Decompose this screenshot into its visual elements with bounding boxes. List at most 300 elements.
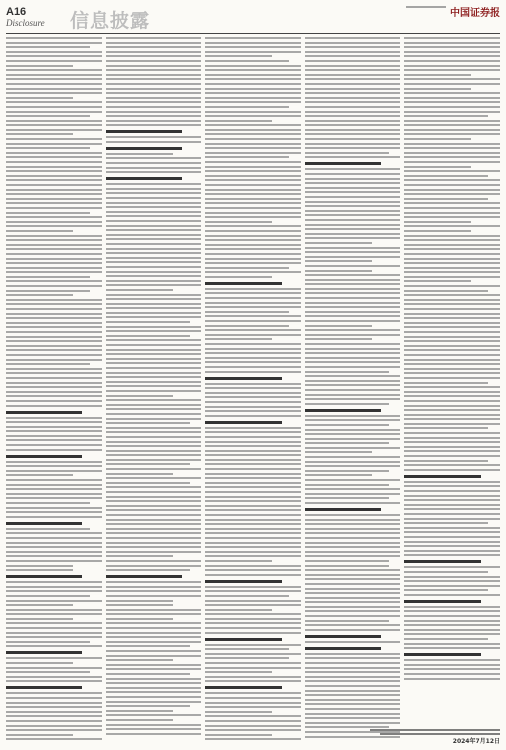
text-line [106,367,202,369]
text-line [106,581,202,583]
text-line [205,697,301,699]
text-line [404,322,500,324]
text-line [205,586,301,588]
text-line [404,235,500,237]
text-line [404,65,500,67]
text-line [404,391,500,393]
text-line [404,400,500,402]
text-line [305,283,401,285]
text-line [106,641,202,643]
text-line [404,464,500,466]
text-line [404,508,500,510]
text-line [404,446,500,448]
text-line [404,427,488,429]
text-line [305,389,401,391]
text-line [404,455,500,457]
text-line [205,662,301,664]
text-line [106,192,202,194]
text-line [6,349,102,351]
text-line [305,493,401,495]
text-line [404,299,500,301]
text-line [205,124,301,126]
text-line [6,439,102,441]
text-line [404,276,500,278]
text-line [205,680,301,682]
paragraph-end-line [6,97,73,99]
paragraph-end-line [6,294,73,296]
text-line [205,115,301,117]
text-line [305,210,401,212]
text-line [106,418,202,420]
text-line [205,258,301,260]
text-line [305,101,401,103]
paragraph-end-line [205,734,272,736]
text-line [106,167,202,169]
text-line [205,225,301,227]
text-line [205,78,301,80]
text-line [305,461,401,463]
text-line [6,221,102,223]
text-line [305,717,401,719]
text-line [6,262,102,264]
text-line [106,275,202,277]
text-line [305,667,401,669]
text-line [6,680,102,682]
text-line [404,120,500,122]
text-line [106,162,202,164]
text-line [404,248,500,250]
text-line [106,459,202,461]
text-line [6,193,102,195]
text-line [106,705,190,707]
text-line [404,37,500,39]
text-line [205,468,301,470]
text-line [106,668,202,670]
text-line [404,550,500,552]
text-line [205,523,301,525]
text-line [404,576,500,578]
text-line [404,97,500,99]
paragraph-end-line [305,474,372,476]
text-line [205,88,301,90]
text-line [205,441,301,443]
text-line [6,55,102,57]
text-line [305,233,401,235]
footer-company-line [370,729,500,731]
article-columns [6,37,500,743]
text-line [305,320,401,322]
text-line [106,528,202,530]
text-line [205,152,301,154]
text-line [404,594,500,596]
text-line [6,484,102,486]
text-line [205,288,301,290]
text-line [6,152,102,154]
text-line [106,65,202,67]
text-line [205,396,301,398]
paragraph-end-line [305,338,372,340]
text-line [6,465,102,467]
text-line [6,37,102,39]
text-line [6,175,102,177]
header-rule [6,33,500,34]
text-line [305,438,401,440]
paragraph-end-line [205,560,272,562]
text-line [106,88,202,90]
text-line [205,329,301,331]
text-line [404,545,500,547]
text-line [404,133,500,135]
text-line [205,37,301,39]
text-line [404,527,500,529]
text-line [106,519,202,521]
text-line [404,377,500,379]
text-line [205,51,301,53]
text-line [205,519,301,521]
text-line [6,692,102,694]
text-line [305,60,401,62]
text-line [205,676,301,678]
text-line [404,432,500,434]
text-line [205,459,301,461]
text-line [305,224,401,226]
text-line [305,465,401,467]
text-line [6,405,102,407]
paragraph-end-line [305,242,372,244]
text-line [205,653,301,655]
text-line [205,111,301,113]
paragraph-end-line [106,395,173,397]
text-line [205,83,301,85]
text-line [404,423,500,425]
text-line [106,362,202,364]
text-line [404,518,500,520]
text-line [404,624,500,626]
text-line [305,92,401,94]
text-line [6,511,102,513]
text-line [404,313,500,315]
text-line [305,629,401,631]
text-line [106,381,202,383]
text-line [305,111,401,113]
text-line [106,353,202,355]
text-line [305,424,389,426]
text-line [305,456,401,458]
text-line [404,395,500,397]
text-line [106,124,202,126]
text-line [106,422,190,424]
text-line [6,189,102,191]
text-line [205,69,301,71]
text-line [6,202,102,204]
text-line [6,711,102,713]
paragraph-end-line [305,270,372,272]
text-line [106,565,202,567]
text-line [6,421,102,423]
text-line [404,386,500,388]
text-line [106,266,202,268]
text-line [404,354,500,356]
text-line [305,138,401,140]
text-line [305,703,401,705]
section-heading-placeholder [106,130,182,133]
text-line [106,687,202,689]
paragraph-end-line [106,600,173,602]
paragraph-end-line [205,671,272,673]
text-line [6,600,102,602]
text-line [404,198,488,200]
paragraph-end-line [205,338,272,340]
text-line [205,692,301,694]
text-line [106,431,202,433]
paragraph-end-line [404,88,471,90]
text-line [106,514,202,516]
text-line [305,519,401,521]
text-line [404,124,500,126]
text-line [305,384,401,386]
text-line [305,69,401,71]
text-line [6,42,102,44]
text-line [305,334,401,336]
text-line [404,111,500,113]
text-line [6,216,102,218]
text-line [106,463,190,465]
text-line [106,280,202,282]
text-line [305,228,401,230]
paragraph-end-line [404,280,471,282]
text-line [106,691,202,693]
text-line [6,632,102,634]
text-line [404,481,500,483]
text-line [205,622,301,624]
text-line [106,595,202,597]
text-line [305,83,401,85]
text-line [106,157,202,159]
text-line [106,335,190,337]
text-line [106,326,202,328]
text-line [205,436,301,438]
text-line [305,168,401,170]
section-heading-placeholder [6,686,82,689]
text-line [106,97,202,99]
text-line [404,349,500,351]
text-line [205,715,301,717]
text-line [6,88,102,90]
text-line [305,641,401,643]
text-line [106,220,202,222]
text-line [205,306,301,308]
text-line [305,265,401,267]
text-line [404,83,500,85]
text-line [106,509,202,511]
text-line [106,261,202,263]
text-line [305,311,401,313]
text-line [404,504,500,506]
text-line [205,92,301,94]
text-line [106,183,202,185]
text-line [305,147,401,149]
text-line [106,682,202,684]
paragraph-end-line [106,153,173,155]
text-line [205,537,301,539]
text-line [205,505,301,507]
text-line [106,330,202,332]
text-line [6,586,102,588]
text-line [305,578,401,580]
text-line [106,436,202,438]
section-code: A16 [6,6,27,18]
text-line [305,398,401,400]
text-line [6,115,90,117]
text-line [205,618,301,620]
text-line [205,65,301,67]
text-line [205,738,301,740]
text-line [404,303,500,305]
text-line [305,178,401,180]
text-line [106,120,202,122]
section-heading-placeholder [305,409,381,412]
text-line [404,490,500,492]
text-line [305,722,401,724]
text-line [305,606,401,608]
text-line [305,292,401,294]
text-line [404,678,500,680]
paragraph-end-line [6,65,73,67]
text-line [106,215,202,217]
text-line [404,589,488,591]
text-line [305,196,401,198]
text-line [106,101,202,103]
text-line [6,46,90,48]
text-line [404,469,500,471]
text-line [205,60,289,62]
text-line [106,486,202,488]
text-line [305,156,401,158]
text-line [106,523,202,525]
text-line [6,212,90,214]
text-line [205,193,301,195]
text-line [6,345,102,347]
text-line [305,51,401,53]
text-line [205,175,301,177]
text-line [305,685,401,687]
section-heading-placeholder [6,575,82,578]
text-line [106,505,202,507]
text-line [205,248,301,250]
text-line [305,415,401,417]
text-line [6,386,102,388]
text-line [404,363,500,365]
footer-company-line [380,733,500,735]
text-line [404,239,500,241]
text-line [404,382,488,384]
text-line [404,51,500,53]
text-line [205,352,301,354]
text-line [205,491,301,493]
text-line [305,690,401,692]
section-label: Disclosure [6,18,45,28]
text-line [205,383,301,385]
text-line [305,680,401,682]
text-line [6,280,102,282]
paragraph-end-line [106,618,173,620]
text-line [404,340,500,342]
text-line [106,51,202,53]
section-heading-placeholder [106,575,182,578]
text-line [6,546,102,548]
text-line [106,551,202,553]
text-line [106,307,202,309]
text-line [205,46,301,48]
text-line [106,724,202,726]
text-line [205,569,301,571]
text-line [106,298,202,300]
text-line [6,377,102,379]
text-line [106,136,202,138]
text-line [106,650,202,652]
text-line [6,331,102,333]
text-line [6,368,102,370]
text-line [305,42,401,44]
text-line [205,325,289,327]
paragraph-end-line [6,565,73,567]
text-line [205,366,301,368]
text-line [205,486,301,488]
text-line [205,106,289,108]
text-line [106,728,202,730]
text-line [106,441,202,443]
text-line [205,600,301,602]
text-line [305,676,401,678]
paragraph-end-line [106,289,173,291]
text-line [6,120,102,122]
text-line [6,156,102,158]
text-line [106,284,202,286]
text-line [305,214,401,216]
text-line [106,234,202,236]
text-line [305,610,401,612]
text-line [404,294,500,296]
text-line [6,235,102,237]
text-line [205,496,301,498]
text-line [6,78,102,80]
text-line [6,143,102,145]
text-line [106,372,202,374]
text-line [404,536,500,538]
paragraph-end-line [404,138,471,140]
text-line [6,676,102,678]
text-line [305,624,401,626]
text-line [305,120,401,122]
text-line [404,554,500,556]
text-line [6,542,102,544]
text-line [205,133,301,135]
text-line [404,317,500,319]
text-line [305,403,389,405]
text-line [106,316,202,318]
text-line [6,613,102,615]
text-line [404,372,500,374]
text-line [305,46,401,48]
text-line [205,230,301,232]
text-line [305,251,401,253]
text-line [6,74,102,76]
text-line [305,479,401,481]
paragraph-end-line [404,166,471,168]
text-line [6,276,90,278]
text-line [106,542,202,544]
text-line [404,450,500,452]
